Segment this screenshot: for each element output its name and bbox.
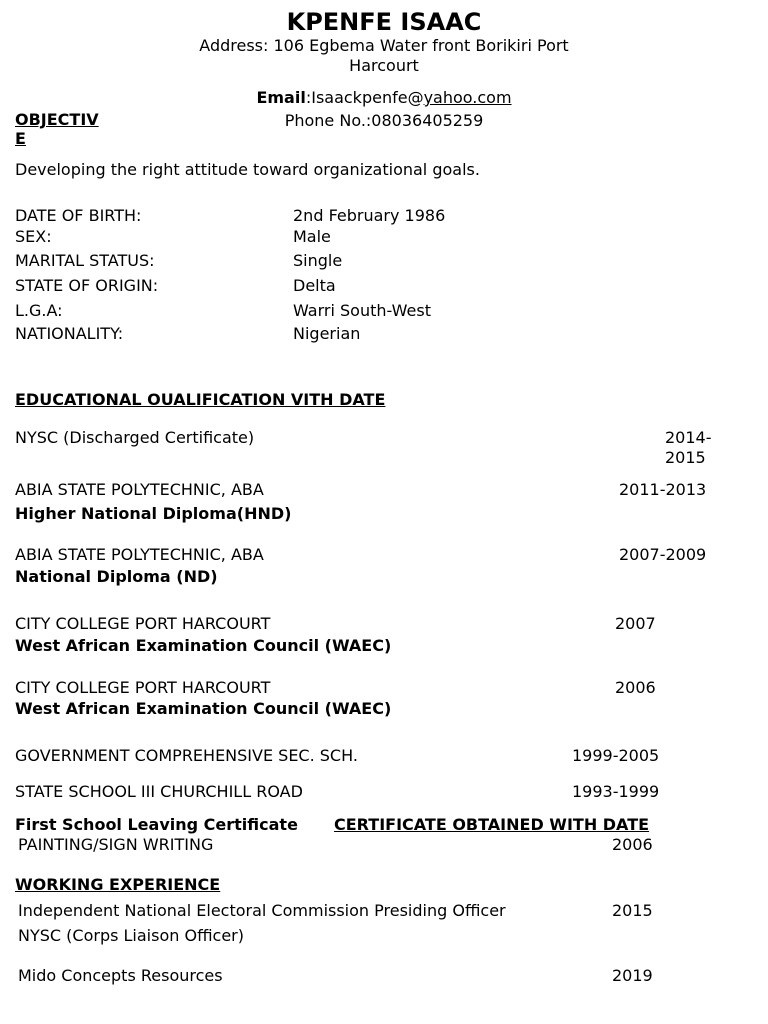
education-date: 2007-2009 bbox=[619, 545, 707, 564]
personal-label-origin: STATE OF ORIGIN: bbox=[15, 276, 159, 295]
certificate-date: 2006 bbox=[612, 835, 653, 854]
education-date: 1993-1999 bbox=[572, 782, 660, 801]
certificate-name: PAINTING/SIGN WRITING bbox=[18, 835, 214, 854]
objective-heading-line-2: E bbox=[15, 129, 26, 148]
personal-value-lga: Warri South-West bbox=[293, 301, 431, 320]
email-prefix: :Isaackpenfe@ bbox=[305, 88, 424, 107]
personal-label-sex: SEX: bbox=[15, 227, 52, 246]
personal-label-dob: DATE OF BIRTH: bbox=[15, 206, 142, 225]
education-qualification: Higher National Diploma(HND) bbox=[15, 504, 292, 523]
education-heading: EDUCATIONAL OUALIFICATION VITH DATE bbox=[15, 390, 386, 409]
first-school-certificate: First School Leaving Certificate bbox=[15, 815, 298, 834]
experience-date: 2019 bbox=[612, 966, 653, 985]
personal-label-lga: L.G.A: bbox=[15, 301, 63, 320]
experience-heading: WORKING EXPERIENCE bbox=[15, 875, 221, 894]
personal-value-nationality: Nigerian bbox=[293, 324, 361, 343]
personal-value-origin: Delta bbox=[293, 276, 336, 295]
education-qualification: National Diploma (ND) bbox=[15, 567, 218, 586]
objective-heading-line-1: OBJECTIV bbox=[15, 110, 99, 129]
personal-value-marital: Single bbox=[293, 251, 343, 270]
experience-date: 2015 bbox=[612, 901, 653, 920]
education-school: CITY COLLEGE PORT HARCOURT bbox=[15, 614, 271, 633]
experience-role: Independent National Electoral Commission Presiding Officer bbox=[18, 901, 506, 920]
objective-text: Developing the right attitude toward organizational goals. bbox=[15, 160, 480, 179]
education-school: GOVERNMENT COMPREHENSIVE SEC. SCH. bbox=[15, 746, 358, 765]
address-line-2: Harcourt bbox=[349, 56, 419, 75]
experience-role: Mido Concepts Resources bbox=[18, 966, 223, 985]
email-label: Email bbox=[256, 88, 306, 107]
education-date: 2011-2013 bbox=[619, 480, 707, 499]
personal-value-dob: 2nd February 1986 bbox=[293, 206, 446, 225]
certificates-heading: CERTIFICATE OBTAINED WITH DATE bbox=[334, 815, 650, 834]
personal-value-sex: Male bbox=[293, 227, 331, 246]
experience-role: NYSC (Corps Liaison Officer) bbox=[18, 926, 244, 945]
education-school: CITY COLLEGE PORT HARCOURT bbox=[15, 678, 271, 697]
email-line bbox=[0, 88, 768, 108]
education-qualification: West African Examination Council (WAEC) bbox=[15, 699, 392, 718]
education-school: NYSC (Discharged Certificate) bbox=[15, 428, 255, 447]
education-school: STATE SCHOOL III CHURCHILL ROAD bbox=[15, 782, 303, 801]
education-qualification: West African Examination Council (WAEC) bbox=[15, 636, 392, 655]
education-school: ABIA STATE POLYTECHNIC, ABA bbox=[15, 545, 264, 564]
phone-line: Phone No.:08036405259 bbox=[284, 111, 484, 130]
education-school: ABIA STATE POLYTECHNIC, ABA bbox=[15, 480, 264, 499]
education-date: 2007 bbox=[615, 614, 656, 633]
personal-label-nationality: NATIONALITY: bbox=[15, 324, 124, 343]
education-date-line-1: 2014- bbox=[665, 428, 712, 447]
address-line-1: Address: 106 Egbema Water front Borikiri Port bbox=[199, 36, 569, 55]
email-domain-link[interactable]: yahoo.com bbox=[423, 88, 512, 107]
education-date: 2006 bbox=[615, 678, 656, 697]
education-date: 1999-2005 bbox=[572, 746, 660, 765]
resume-name: KPENFE ISAAC bbox=[286, 8, 482, 36]
personal-label-marital: MARITAL STATUS: bbox=[15, 251, 155, 270]
education-date-line-2: 2015 bbox=[665, 448, 706, 467]
